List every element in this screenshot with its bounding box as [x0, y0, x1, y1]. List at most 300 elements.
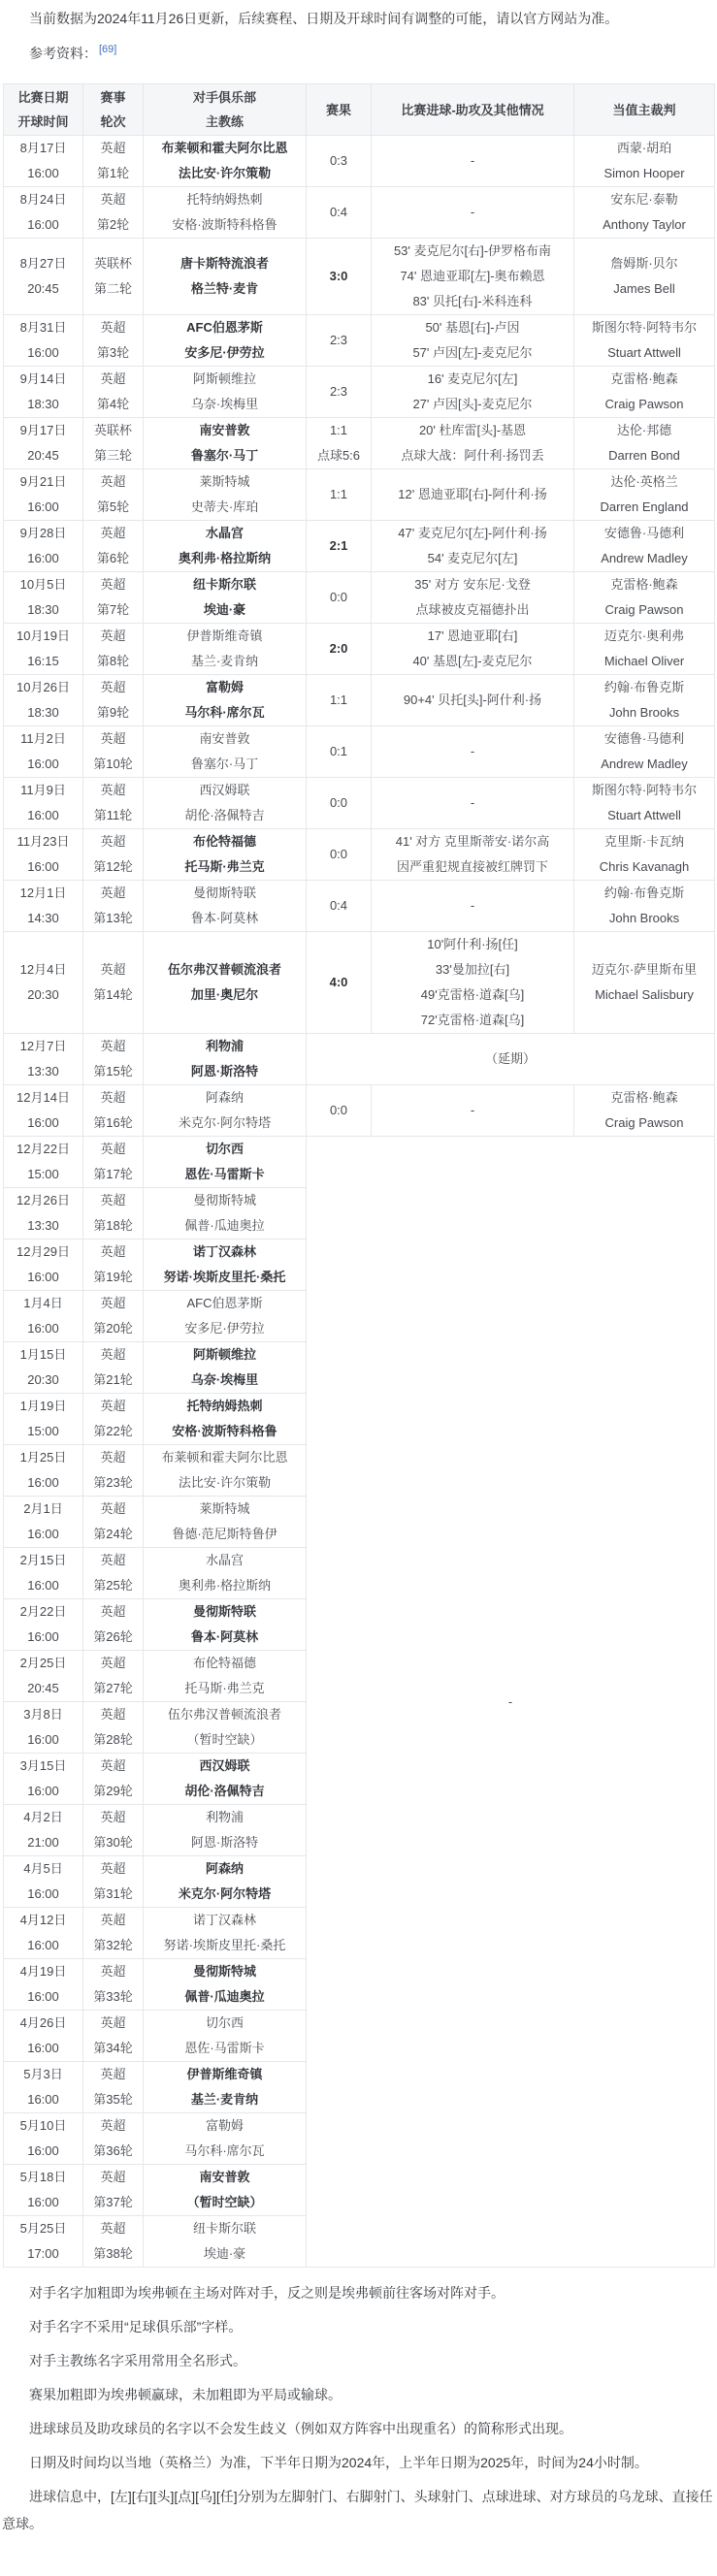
- kickoff-time: 17:00: [27, 2246, 59, 2261]
- opponent-coach: 法比安·许尔策勒: [178, 1475, 272, 1490]
- referee-cell: [574, 726, 715, 778]
- opponent-coach: 史蒂夫·库珀: [190, 499, 259, 514]
- kickoff-time: 20:30: [27, 1372, 59, 1387]
- date-cell: [4, 1291, 83, 1342]
- round-number: 第17轮: [93, 1167, 133, 1181]
- match-row: [4, 239, 715, 315]
- competition-cell: [83, 187, 144, 239]
- referee-name-zh: 约翰·布鲁克斯: [603, 680, 685, 694]
- referee-cell: [574, 1085, 715, 1137]
- match-date: 10月26日: [16, 680, 70, 694]
- round-number: 第24轮: [93, 1527, 133, 1541]
- opponent-cell: [144, 1188, 307, 1240]
- kickoff-time: 16:00: [27, 1475, 59, 1490]
- match-row: [4, 1085, 715, 1137]
- opponent-club: 纽卡斯尔联: [192, 2221, 256, 2236]
- date-cell: [4, 1445, 83, 1497]
- referee-cell: [574, 881, 715, 932]
- goals-cell: [372, 675, 574, 726]
- round-number: 第5轮: [96, 499, 130, 514]
- result-line: 0:4: [329, 898, 348, 913]
- opponent-coach: 鲁本·阿莫林: [190, 911, 259, 925]
- goal-line: -: [470, 153, 475, 168]
- referee-name-zh: 詹姆斯·贝尔: [610, 256, 678, 271]
- competition-cell: [83, 315, 144, 367]
- referee-name-zh: 约翰·布鲁克斯: [603, 886, 685, 900]
- match-date: 9月21日: [19, 474, 67, 489]
- goals-cell: [372, 624, 574, 675]
- result-line: 0:0: [329, 590, 348, 604]
- round-number: 第29轮: [93, 1784, 133, 1798]
- date-cell: [4, 1188, 83, 1240]
- opponent-cell: [144, 469, 307, 521]
- referee-name-en: Andrew Madley: [601, 757, 688, 771]
- result-cell: [307, 572, 372, 624]
- kickoff-time: 20:30: [27, 987, 59, 1002]
- competition-name: 英超: [100, 1399, 126, 1413]
- goal-line: 54' 麦克尼尔[左]: [427, 551, 518, 565]
- round-number: 第22轮: [93, 1424, 133, 1438]
- round-number: 第4轮: [96, 397, 130, 411]
- referee-name-en: Simon Hooper: [603, 166, 685, 180]
- match-row: [4, 572, 715, 624]
- competition-cell: [83, 469, 144, 521]
- competition-cell: [83, 521, 144, 572]
- goal-line: 49'克雷格·道森[乌]: [420, 987, 525, 1002]
- result-line: 0:4: [329, 205, 348, 219]
- result-line: 4:0: [329, 975, 348, 989]
- opponent-coach: 阿恩·斯洛特: [190, 1064, 259, 1079]
- reference-line: [2, 43, 717, 64]
- referee-name-zh: 迈克尔·萨里斯布里: [591, 962, 698, 977]
- competition-name: 英超: [100, 1090, 126, 1105]
- result-line: 0:0: [329, 1103, 348, 1117]
- opponent-club: 布莱顿和霍夫阿尔比恩: [161, 1450, 288, 1465]
- competition-cell: [83, 1856, 144, 1908]
- kickoff-time: 16:00: [27, 808, 59, 822]
- opponent-club: AFC伯恩茅斯: [186, 320, 263, 335]
- kickoff-time: 13:30: [27, 1218, 59, 1233]
- round-number: 第3轮: [96, 345, 130, 360]
- round-number: 第34轮: [93, 2041, 133, 2055]
- referee-cell: [574, 624, 715, 675]
- kickoff-time: 16:00: [27, 1938, 59, 1952]
- goal-line: 20' 杜库雷[头]-基恩: [418, 423, 527, 437]
- opponent-cell: [144, 1394, 307, 1445]
- match-row: [4, 187, 715, 239]
- competition-name: 英超: [100, 731, 126, 746]
- round-number: 第三轮: [93, 448, 132, 463]
- result-line: 1:1: [329, 423, 348, 437]
- competition-cell: [83, 1240, 144, 1291]
- opponent-coach: 安格·波斯特科格鲁: [172, 1424, 277, 1438]
- date-cell: [4, 367, 83, 418]
- goal-line: 27' 卢因[头]-麦克尼尔: [412, 397, 533, 411]
- competition-name: 英超: [100, 1913, 126, 1927]
- referee-cell: [574, 315, 715, 367]
- competition-name: 英超: [100, 577, 126, 592]
- round-number: 第6轮: [96, 551, 130, 565]
- opponent-cell: [144, 1240, 307, 1291]
- goals-cell: [372, 136, 574, 187]
- opponent-cell: [144, 1702, 307, 1754]
- opponent-cell: [144, 624, 307, 675]
- referee-name-en: John Brooks: [608, 911, 680, 925]
- competition-name: 英超: [100, 680, 126, 694]
- competition-cell: [83, 2113, 144, 2165]
- competition-cell: [83, 239, 144, 315]
- competition-name: 英超: [100, 628, 126, 643]
- match-row: [4, 315, 715, 367]
- date-cell: [4, 881, 83, 932]
- goal-line: -: [470, 898, 475, 913]
- match-date: 1月4日: [23, 1296, 63, 1310]
- kickoff-time: 16:00: [27, 551, 59, 565]
- opponent-cell: [144, 726, 307, 778]
- result-cell: [307, 829, 372, 881]
- competition-cell: [83, 418, 144, 469]
- result-cell: [307, 239, 372, 315]
- match-date: 12月14日: [16, 1090, 70, 1105]
- date-cell: [4, 1137, 83, 1188]
- round-number: 第二轮: [93, 281, 132, 296]
- opponent-cell: [144, 1754, 307, 1805]
- match-date: 11月2日: [20, 731, 66, 746]
- opponent-coach: 奥利弗·格拉斯纳: [178, 551, 272, 565]
- competition-cell: [83, 1394, 144, 1445]
- opponent-coach: 安多尼·伊劳拉: [184, 1321, 265, 1336]
- opponent-cell: [144, 1548, 307, 1599]
- opponent-cell: [144, 521, 307, 572]
- opponent-coach: （暂时空缺）: [186, 1732, 263, 1747]
- kickoff-time: 16:00: [27, 1989, 59, 2004]
- footnote: 赛果加粗即为埃弗顿赢球，未加粗即为平局或输球。: [29, 2387, 342, 2402]
- referee-cell: [574, 239, 715, 315]
- match-date: 9月17日: [19, 423, 67, 437]
- round-number: 第8轮: [96, 654, 130, 668]
- opponent-club: 阿斯顿维拉: [192, 1347, 256, 1362]
- opponent-club: 曼彻斯特联: [192, 1604, 256, 1619]
- competition-name: 英超: [100, 1964, 126, 1979]
- kickoff-time: 16:00: [27, 1629, 59, 1644]
- competition-name: 英超: [100, 1193, 126, 1208]
- competition-name: 英超: [100, 320, 126, 335]
- opponent-cell: [144, 1445, 307, 1497]
- result-cell: [307, 1085, 372, 1137]
- header-line: 赛事: [100, 90, 126, 105]
- competition-name: 英超: [100, 526, 126, 540]
- date-cell: [4, 2011, 83, 2062]
- competition-name: 英超: [100, 1861, 126, 1876]
- kickoff-time: 16:00: [27, 2041, 59, 2055]
- goal-line: 83' 贝托[右]-米科连科: [412, 294, 533, 308]
- competition-cell: [83, 1034, 144, 1085]
- goals-cell: [372, 521, 574, 572]
- kickoff-time: 16:00: [27, 1578, 59, 1593]
- table-header-cell: [144, 84, 307, 136]
- competition-name: 英超: [100, 2170, 126, 2184]
- competition-cell: [83, 1291, 144, 1342]
- date-cell: [4, 1805, 83, 1856]
- kickoff-time: 14:30: [27, 911, 59, 925]
- kickoff-time: 20:45: [27, 448, 59, 463]
- competition-name: 英超: [100, 1810, 126, 1824]
- result-cell: [307, 624, 372, 675]
- opponent-coach: 埃迪·豪: [203, 2246, 246, 2261]
- referee-name-en: Craig Pawson: [604, 602, 684, 617]
- result-cell: [307, 932, 372, 1034]
- round-number: 第18轮: [93, 1218, 133, 1233]
- opponent-club: 布伦特福德: [192, 834, 256, 849]
- opponent-club: 南安普敦: [199, 731, 250, 746]
- referee-cell: [574, 675, 715, 726]
- result-cell: [307, 315, 372, 367]
- kickoff-time: 20:45: [27, 281, 59, 296]
- opponent-coach: 阿恩·斯洛特: [190, 1835, 259, 1850]
- opponent-coach: 加里·奥尼尔: [190, 987, 259, 1002]
- goal-line: 40' 基恩[左]-麦克尼尔: [412, 654, 533, 668]
- footnote: 进球球员及助攻球员的名字以不会发生歧义（例如双方阵容中出现重名）的简称形式出现。: [29, 2421, 572, 2436]
- kickoff-time: 16:00: [27, 2143, 59, 2158]
- goal-line: 41' 对方 克里斯蒂安·诺尔高: [395, 834, 550, 849]
- opponent-club: 伍尔弗汉普顿流浪者: [167, 1707, 281, 1722]
- date-cell: [4, 1651, 83, 1702]
- date-cell: [4, 572, 83, 624]
- kickoff-time: 16:00: [27, 499, 59, 514]
- round-number: 第11轮: [93, 808, 133, 822]
- opponent-coach: 基兰·麦肯纳: [190, 2092, 259, 2107]
- referee-name-zh: 达伦·邦德: [616, 423, 672, 437]
- competition-name: 英超: [100, 1604, 126, 1619]
- match-date: 4月5日: [23, 1861, 63, 1876]
- referee-name-en: Michael Oliver: [603, 654, 685, 668]
- kickoff-time: 16:00: [27, 2195, 59, 2209]
- table-header-cell: [83, 84, 144, 136]
- match-row: [4, 881, 715, 932]
- opponent-cell: [144, 2165, 307, 2216]
- date-cell: [4, 778, 83, 829]
- competition-name: 英超: [100, 1244, 126, 1259]
- kickoff-time: 16:00: [27, 166, 59, 180]
- opponent-club: 布莱顿和霍夫阿尔比恩: [161, 141, 288, 155]
- kickoff-time: 16:00: [27, 2092, 59, 2107]
- round-number: 第19轮: [93, 1270, 133, 1284]
- opponent-coach: 格兰特·麦肯: [190, 281, 259, 296]
- goal-line: -: [470, 205, 475, 219]
- referee-cell: [574, 932, 715, 1034]
- opponent-cell: [144, 2113, 307, 2165]
- competition-name: 英超: [100, 1553, 126, 1567]
- round-number: 第23轮: [93, 1475, 133, 1490]
- header-line: 对手俱乐部: [192, 90, 256, 105]
- referee-name-zh: 克里斯·卡瓦纳: [603, 834, 685, 849]
- result-line: 2:1: [329, 538, 348, 553]
- opponent-coach: 恩佐·马雷斯卡: [184, 2041, 265, 2055]
- competition-cell: [83, 881, 144, 932]
- result-line: 0:1: [329, 744, 348, 758]
- competition-cell: [83, 1959, 144, 2011]
- referee-name-en: Michael Salisbury: [595, 987, 694, 1002]
- referee-name-en: Darren Bond: [608, 448, 680, 463]
- goal-line: 17' 恩迪亚耶[右]: [427, 628, 518, 643]
- opponent-club: 水晶宫: [205, 1553, 244, 1567]
- competition-cell: [83, 1599, 144, 1651]
- opponent-coach: 安多尼·伊劳拉: [184, 345, 265, 360]
- result-cell: [307, 136, 372, 187]
- referee-name-zh: 达伦·英格兰: [610, 474, 678, 489]
- competition-cell: [83, 2011, 144, 2062]
- competition-cell: [83, 778, 144, 829]
- opponent-cell: [144, 1497, 307, 1548]
- competition-cell: [83, 367, 144, 418]
- referee-name-en: Craig Pawson: [604, 1115, 684, 1130]
- referee-cell: [574, 521, 715, 572]
- competition-name: 英超: [100, 834, 126, 849]
- opponent-cell: [144, 572, 307, 624]
- goal-line: -: [470, 1103, 475, 1117]
- match-date: 5月25日: [19, 2221, 67, 2236]
- date-cell: [4, 1342, 83, 1394]
- result-cell: [307, 418, 372, 469]
- opponent-club: 富勒姆: [205, 2118, 244, 2133]
- referee-name-zh: 迈克尔·奥利弗: [603, 628, 685, 643]
- opponent-club: 唐卡斯特流浪者: [179, 256, 269, 271]
- footnote: 对手主教练名字采用常用全名形式。: [29, 2353, 246, 2368]
- goal-line: 53' 麦克尼尔[右]-伊罗格布南: [393, 243, 552, 258]
- kickoff-time: 16:00: [27, 217, 59, 232]
- competition-name: 英超: [100, 2015, 126, 2030]
- opponent-coach: 努诺·埃斯皮里托·桑托: [163, 1270, 286, 1284]
- opponent-coach: 佩普·瓜迪奥拉: [184, 1218, 265, 1233]
- goal-line: 35' 对方 安东尼·戈登: [414, 577, 531, 592]
- opponent-coach: 托马斯·弗兰克: [184, 1681, 265, 1695]
- competition-cell: [83, 1754, 144, 1805]
- competition-name: 英超: [100, 962, 126, 977]
- competition-cell: [83, 1651, 144, 1702]
- round-number: 第33轮: [93, 1989, 133, 2004]
- result-line: 1:1: [329, 692, 348, 707]
- round-number: 第31轮: [93, 1886, 133, 1901]
- match-date: 3月15日: [19, 1758, 67, 1773]
- date-cell: [4, 1085, 83, 1137]
- date-cell: [4, 1599, 83, 1651]
- goal-line: 47' 麦克尼尔[左]-阿什利·扬: [398, 526, 547, 540]
- competition-cell: [83, 1137, 144, 1188]
- kickoff-time: 16:00: [27, 859, 59, 874]
- round-number: 第38轮: [93, 2246, 133, 2261]
- kickoff-time: 18:30: [27, 705, 59, 720]
- opponent-club: 阿森纳: [205, 1090, 244, 1105]
- opponent-coach: 乌奈·埃梅里: [190, 397, 259, 411]
- opponent-club: 切尔西: [205, 1142, 244, 1156]
- result-line: 3:0: [329, 269, 348, 283]
- table-header-cell: [307, 84, 372, 136]
- match-date: 10月5日: [19, 577, 67, 592]
- referee-name-zh: 克雷格·鲍森: [610, 371, 678, 386]
- opponent-club: 曼彻斯特联: [192, 886, 256, 900]
- referee-cell: [574, 469, 715, 521]
- kickoff-time: 21:00: [27, 1835, 59, 1850]
- match-date: 12月22日: [16, 1142, 70, 1156]
- match-date: 11月23日: [16, 834, 70, 849]
- date-cell: [4, 1548, 83, 1599]
- goal-line: 因严重犯规直接被红牌罚下: [396, 859, 548, 874]
- opponent-club: 托特纳姆热刺: [186, 1399, 263, 1413]
- referee-cell: [574, 778, 715, 829]
- opponent-cell: [144, 239, 307, 315]
- opponent-club: 伍尔弗汉普顿流浪者: [167, 962, 281, 977]
- opponent-club: 纽卡斯尔联: [192, 577, 256, 592]
- match-row: [4, 521, 715, 572]
- kickoff-time: 16:15: [27, 654, 59, 668]
- competition-name: 英联杯: [93, 256, 132, 271]
- opponent-club: 伊普斯维奇镇: [186, 628, 263, 643]
- opponent-club: AFC伯恩茅斯: [186, 1296, 263, 1310]
- opponent-coach: 鲁塞尔·马丁: [190, 757, 259, 771]
- result-cell: [307, 367, 372, 418]
- goal-line: -: [470, 795, 475, 810]
- match-date: 1月15日: [19, 1347, 67, 1362]
- match-date: 8月17日: [19, 141, 67, 155]
- round-number: 第25轮: [93, 1578, 133, 1593]
- match-date: 8月24日: [19, 192, 67, 207]
- referee-name-en: Stuart Attwell: [607, 808, 681, 822]
- competition-name: 英超: [100, 474, 126, 489]
- opponent-club: 南安普敦: [199, 423, 250, 437]
- competition-cell: [83, 1805, 144, 1856]
- match-row: [4, 675, 715, 726]
- opponent-cell: [144, 2062, 307, 2113]
- header-line: 开球时间: [17, 114, 69, 129]
- match-date: 4月2日: [23, 1810, 63, 1824]
- opponent-coach: 佩普·瓜迪奥拉: [184, 1989, 265, 2004]
- opponent-club: 诺丁汉森林: [192, 1244, 256, 1259]
- date-cell: [4, 1959, 83, 2011]
- competition-cell: [83, 1548, 144, 1599]
- competition-cell: [83, 726, 144, 778]
- opponent-coach: 法比安·许尔策勒: [178, 166, 272, 180]
- competition-cell: [83, 2165, 144, 2216]
- lead-block: [2, 8, 717, 64]
- header-line: 比赛进球-助攻及其他情况: [401, 102, 544, 117]
- round-number: 第14轮: [93, 987, 133, 1002]
- opponent-coach: 马尔科·席尔瓦: [184, 2143, 265, 2158]
- competition-cell: [83, 1497, 144, 1548]
- match-date: 12月29日: [16, 1244, 70, 1259]
- opponent-club: 布伦特福德: [192, 1656, 256, 1670]
- competition-cell: [83, 675, 144, 726]
- opponent-coach: 恩佐·马雷斯卡: [184, 1167, 265, 1181]
- date-cell: [4, 675, 83, 726]
- table-header-cell: [372, 84, 574, 136]
- table-header-cell: [574, 84, 715, 136]
- referee-name-zh: 安德鲁·马德利: [603, 526, 685, 540]
- match-date: 12月7日: [19, 1039, 67, 1053]
- match-date: 12月1日: [19, 886, 67, 900]
- referee-name-zh: 克雷格·鲍森: [610, 1090, 678, 1105]
- competition-name: 英超: [100, 783, 126, 797]
- opponent-club: 诺丁汉森林: [192, 1913, 256, 1927]
- opponent-cell: [144, 1651, 307, 1702]
- opponent-coach: 鲁塞尔·马丁: [190, 448, 259, 463]
- competition-name: 英超: [100, 2067, 126, 2081]
- date-cell: [4, 315, 83, 367]
- opponent-cell: [144, 932, 307, 1034]
- reference-link[interactable]: [69]: [99, 44, 117, 56]
- opponent-cell: [144, 315, 307, 367]
- opponent-club: 水晶宫: [205, 526, 244, 540]
- date-cell: [4, 726, 83, 778]
